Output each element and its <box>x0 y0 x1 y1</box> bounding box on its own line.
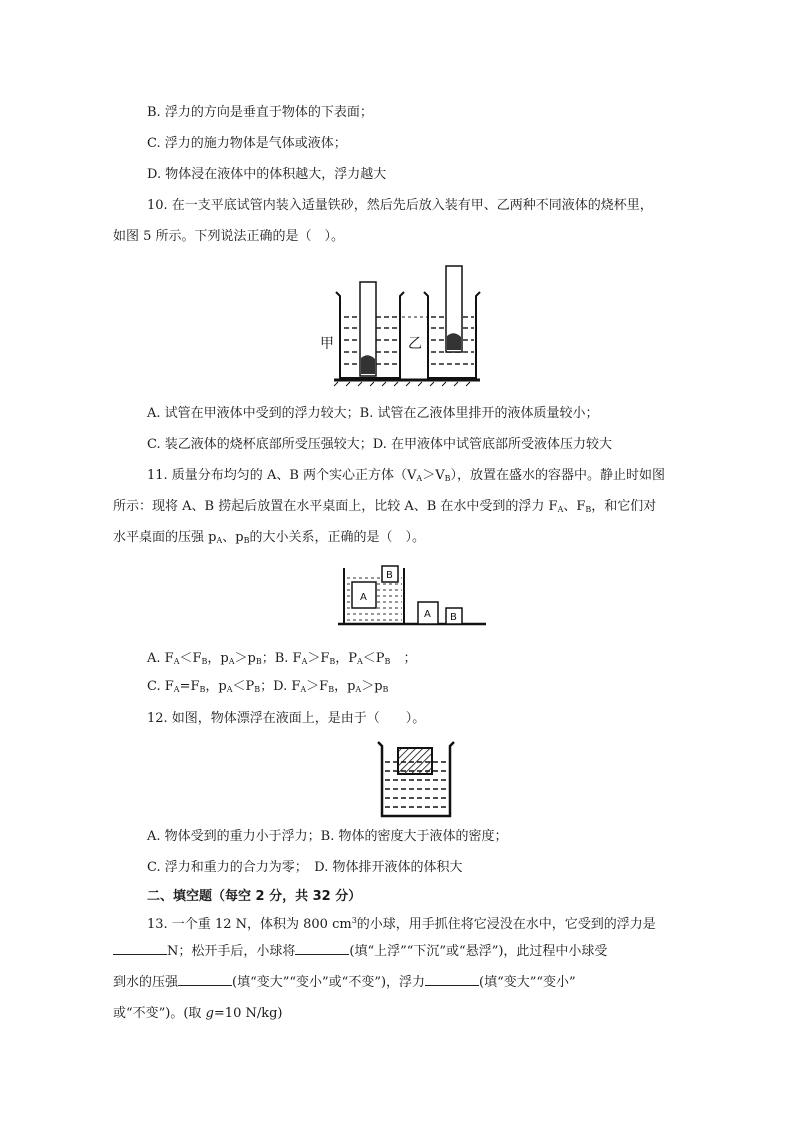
q11-options-line2: C. $F_A=F_B$，$p_A<P_B$；D. $F_A>F_B$，$p_A>p_B$ <box>147 679 389 694</box>
q13-blank-4[interactable] <box>425 974 479 986</box>
q11-table-a-label: A <box>424 609 431 620</box>
q9-option-d: D. 物体浸在液体中的体积越大，浮力越大 <box>147 167 387 182</box>
q10-options-line1: A. 试管在甲液体中受到的浮力较大；B. 试管在乙液体里排开的液体质量较小； <box>147 406 599 421</box>
q13-blank-3[interactable] <box>178 974 232 986</box>
q11-figure <box>338 562 488 634</box>
q11-table-b-label: B <box>450 612 457 623</box>
q9-option-c: C. 浮力的施力物体是气体或液体； <box>147 136 347 151</box>
q11-stem-line1: 11. 质量分布均匀的 A、B 两个实心正方体$(V_A>V_B)$，放置在盛水的容器中。静止时如图 <box>147 468 665 483</box>
q10-figure <box>320 262 482 387</box>
q13-blank-2[interactable] <box>295 943 349 955</box>
q12-figure <box>374 740 458 820</box>
q10-label-jia: 甲 <box>320 336 334 352</box>
q13-line4: 或“不变”)。(取 g=10 N/kg) <box>113 1006 283 1021</box>
section-heading-fill-blank: 二、填空题（每空 2 分，共 32 分） <box>147 889 362 904</box>
q12-stem: 12. 如图，物体漂浮在液面上，是由于（ ）。 <box>147 711 426 726</box>
q13-line1: 13. 一个重 12 N，体积为 800 $cm^3$的小球，用手抓住将它浸没在水中，它受到的浮力是 <box>147 916 656 932</box>
q10-label-yi: 乙 <box>408 336 422 352</box>
q9-option-b: B. 浮力的方向是垂直于物体的下表面； <box>147 105 373 120</box>
q10-stem-line2: 如图 5 所示。下列说法正确的是（ ）。 <box>113 229 345 244</box>
q10-stem-line1: 10. 在一支平底试管内装入适量铁砂，然后先后放入装有甲、乙两种不同液体的烧杯里， <box>147 198 653 213</box>
q11-block-b-label: B <box>386 570 393 581</box>
q13-line2: N；松开手后，小球将 (填“上浮”“下沉”或“悬浮”)，此过程中小球受 <box>113 943 607 961</box>
q11-options-line1: A. $F_A<F_B$，$p_A>p_B$；B. $F_A>F_B$，$P_A<P_B$ ； <box>147 651 417 666</box>
q10-options-line2: C. 装乙液体的烧杯底部所受压强较大；D. 在甲液体中试管底部所受液体压力较大 <box>147 437 612 452</box>
q11-block-a-label: A <box>360 592 367 603</box>
q13-blank-1[interactable] <box>113 943 167 955</box>
q12-options-line1: A. 物体受到的重力小于浮力；B. 物体的密度大于液体的密度； <box>147 829 508 844</box>
q12-options-line2: C. 浮力和重力的合力为零； D. 物体排开液体的体积大 <box>147 860 463 875</box>
q11-stem-line2: 所示：现将 A、B 捞起后放置在水平桌面上，比较 A、B 在水中受到的浮力 $F_A$、$F_B$，和它们对 <box>113 499 657 514</box>
q11-stem-line3: 水平桌面的压强 $p_A$、$p_B$的大小关系，正确的是（ ）。 <box>113 530 425 545</box>
q13-line3: 到水的压强 (填“变大”“变小”或“不变”)，浮力 (填“变大”“变小” <box>113 975 576 990</box>
